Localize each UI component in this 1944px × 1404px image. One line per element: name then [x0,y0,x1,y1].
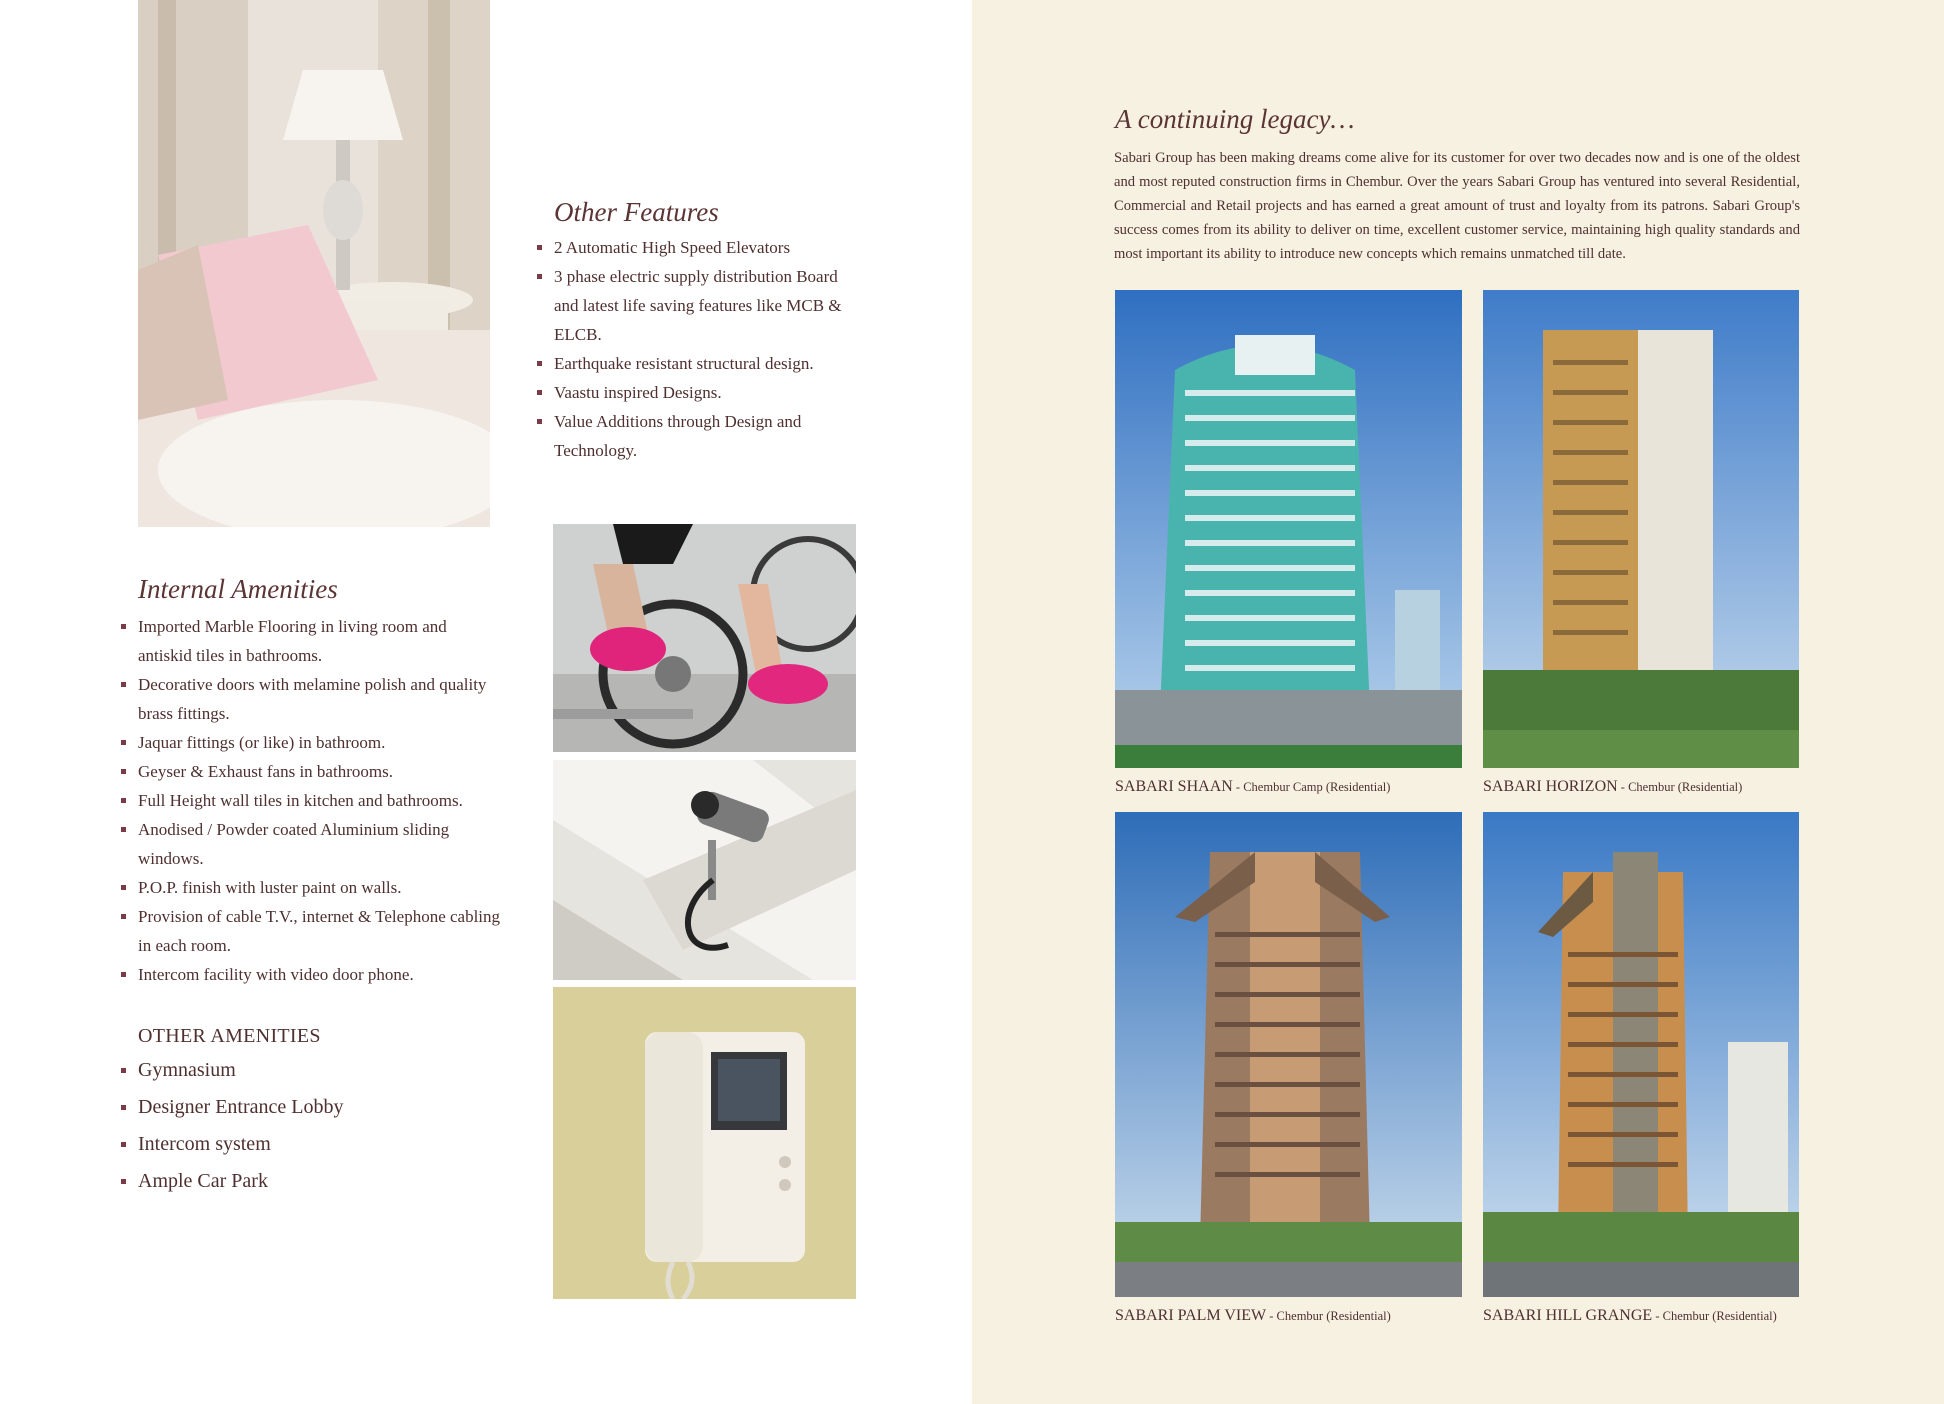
list-item: Imported Marble Flooring in living room and antiskid tiles in bathrooms. [122,612,504,670]
list-item: 3 phase electric supply distribution Board and latest life saving features like MCB & ELCB. [538,262,848,349]
sabari-hill-grange-building-photo [1483,812,1799,1297]
list-item: 2 Automatic High Speed Elevators [538,233,848,262]
legacy-heading: A continuing legacy… [1115,104,1355,134]
list-item: Full Height wall tiles in kitchen and bathrooms. [122,786,504,815]
other-features-list [538,233,848,465]
bedroom-lamp-photo [138,0,490,527]
list-item: Decorative doors with melamine polish and quality brass fittings. [122,670,504,728]
list-item: Intercom facility with video door phone. [122,960,504,989]
project-caption-sabari-hill-grange [1483,1307,1777,1325]
list-item: Geyser & Exhaust fans in bathrooms. [122,757,504,786]
project-caption-sabari-shaan [1115,778,1390,796]
list-item: Designer Entrance Lobby [122,1089,482,1126]
project-caption-sabari-horizon [1483,778,1742,796]
video-door-phone-photo [553,987,856,1299]
list-item: Value Additions through Design and Technology. [538,407,848,465]
sabari-shaan-building-photo [1115,290,1462,768]
project-name: SABARI PALM VIEW [1115,1307,1267,1324]
project-detail: - Chembur Camp (Residential) [1232,780,1391,794]
list-item: Vaastu inspired Designs. [538,378,848,407]
project-detail: - Chembur (Residential) [1652,1309,1777,1323]
other-features-heading: Other Features [554,197,719,227]
list-item: Gymnasium [122,1052,482,1089]
list-item: Provision of cable T.V., internet & Telephone cabling in each room. [122,902,504,960]
exercise-bike-photo [553,524,856,752]
cctv-camera-photo [553,760,856,980]
list-item: Earthquake resistant structural design. [538,349,848,378]
sabari-palm-view-building-photo [1115,812,1462,1297]
other-amenities-list [122,1052,482,1200]
list-item: P.O.P. finish with luster paint on walls. [122,873,504,902]
project-name: SABARI HORIZON [1483,778,1618,795]
project-detail: - Chembur (Residential) [1266,1309,1391,1323]
list-item: Intercom system [122,1126,482,1163]
project-name: SABARI SHAAN [1115,778,1233,795]
sabari-horizon-building-photo [1483,290,1799,768]
project-detail: - Chembur (Residential) [1617,780,1743,794]
list-item: Jaquar fittings (or like) in bathroom. [122,728,504,757]
list-item: Ample Car Park [122,1163,482,1200]
internal-amenities-heading: Internal Amenities [138,574,338,604]
other-amenities-heading: OTHER AMENITIES [138,1025,321,1047]
project-name: SABARI HILL GRANGE [1483,1307,1653,1324]
internal-amenities-list [122,612,504,989]
list-item: Anodised / Powder coated Aluminium sliding windows. [122,815,504,873]
project-caption-sabari-palm-view [1115,1307,1391,1325]
legacy-paragraph: Sabari Group has been making dreams come alive for its customer for over two decades now and is one of the oldest and most reputed construction firms in Chembur. Over the years Sabari Group has ventured into several Residential, Commercial and Retail projects and has earned a great amount of trust and loyalty from its patrons. Sabari Group's success comes from its ability to deliver on time, excellent customer service, maintaining high quality standards and most important its ability to introduce new concepts which remains unmatched till date. [1114,150,1800,262]
